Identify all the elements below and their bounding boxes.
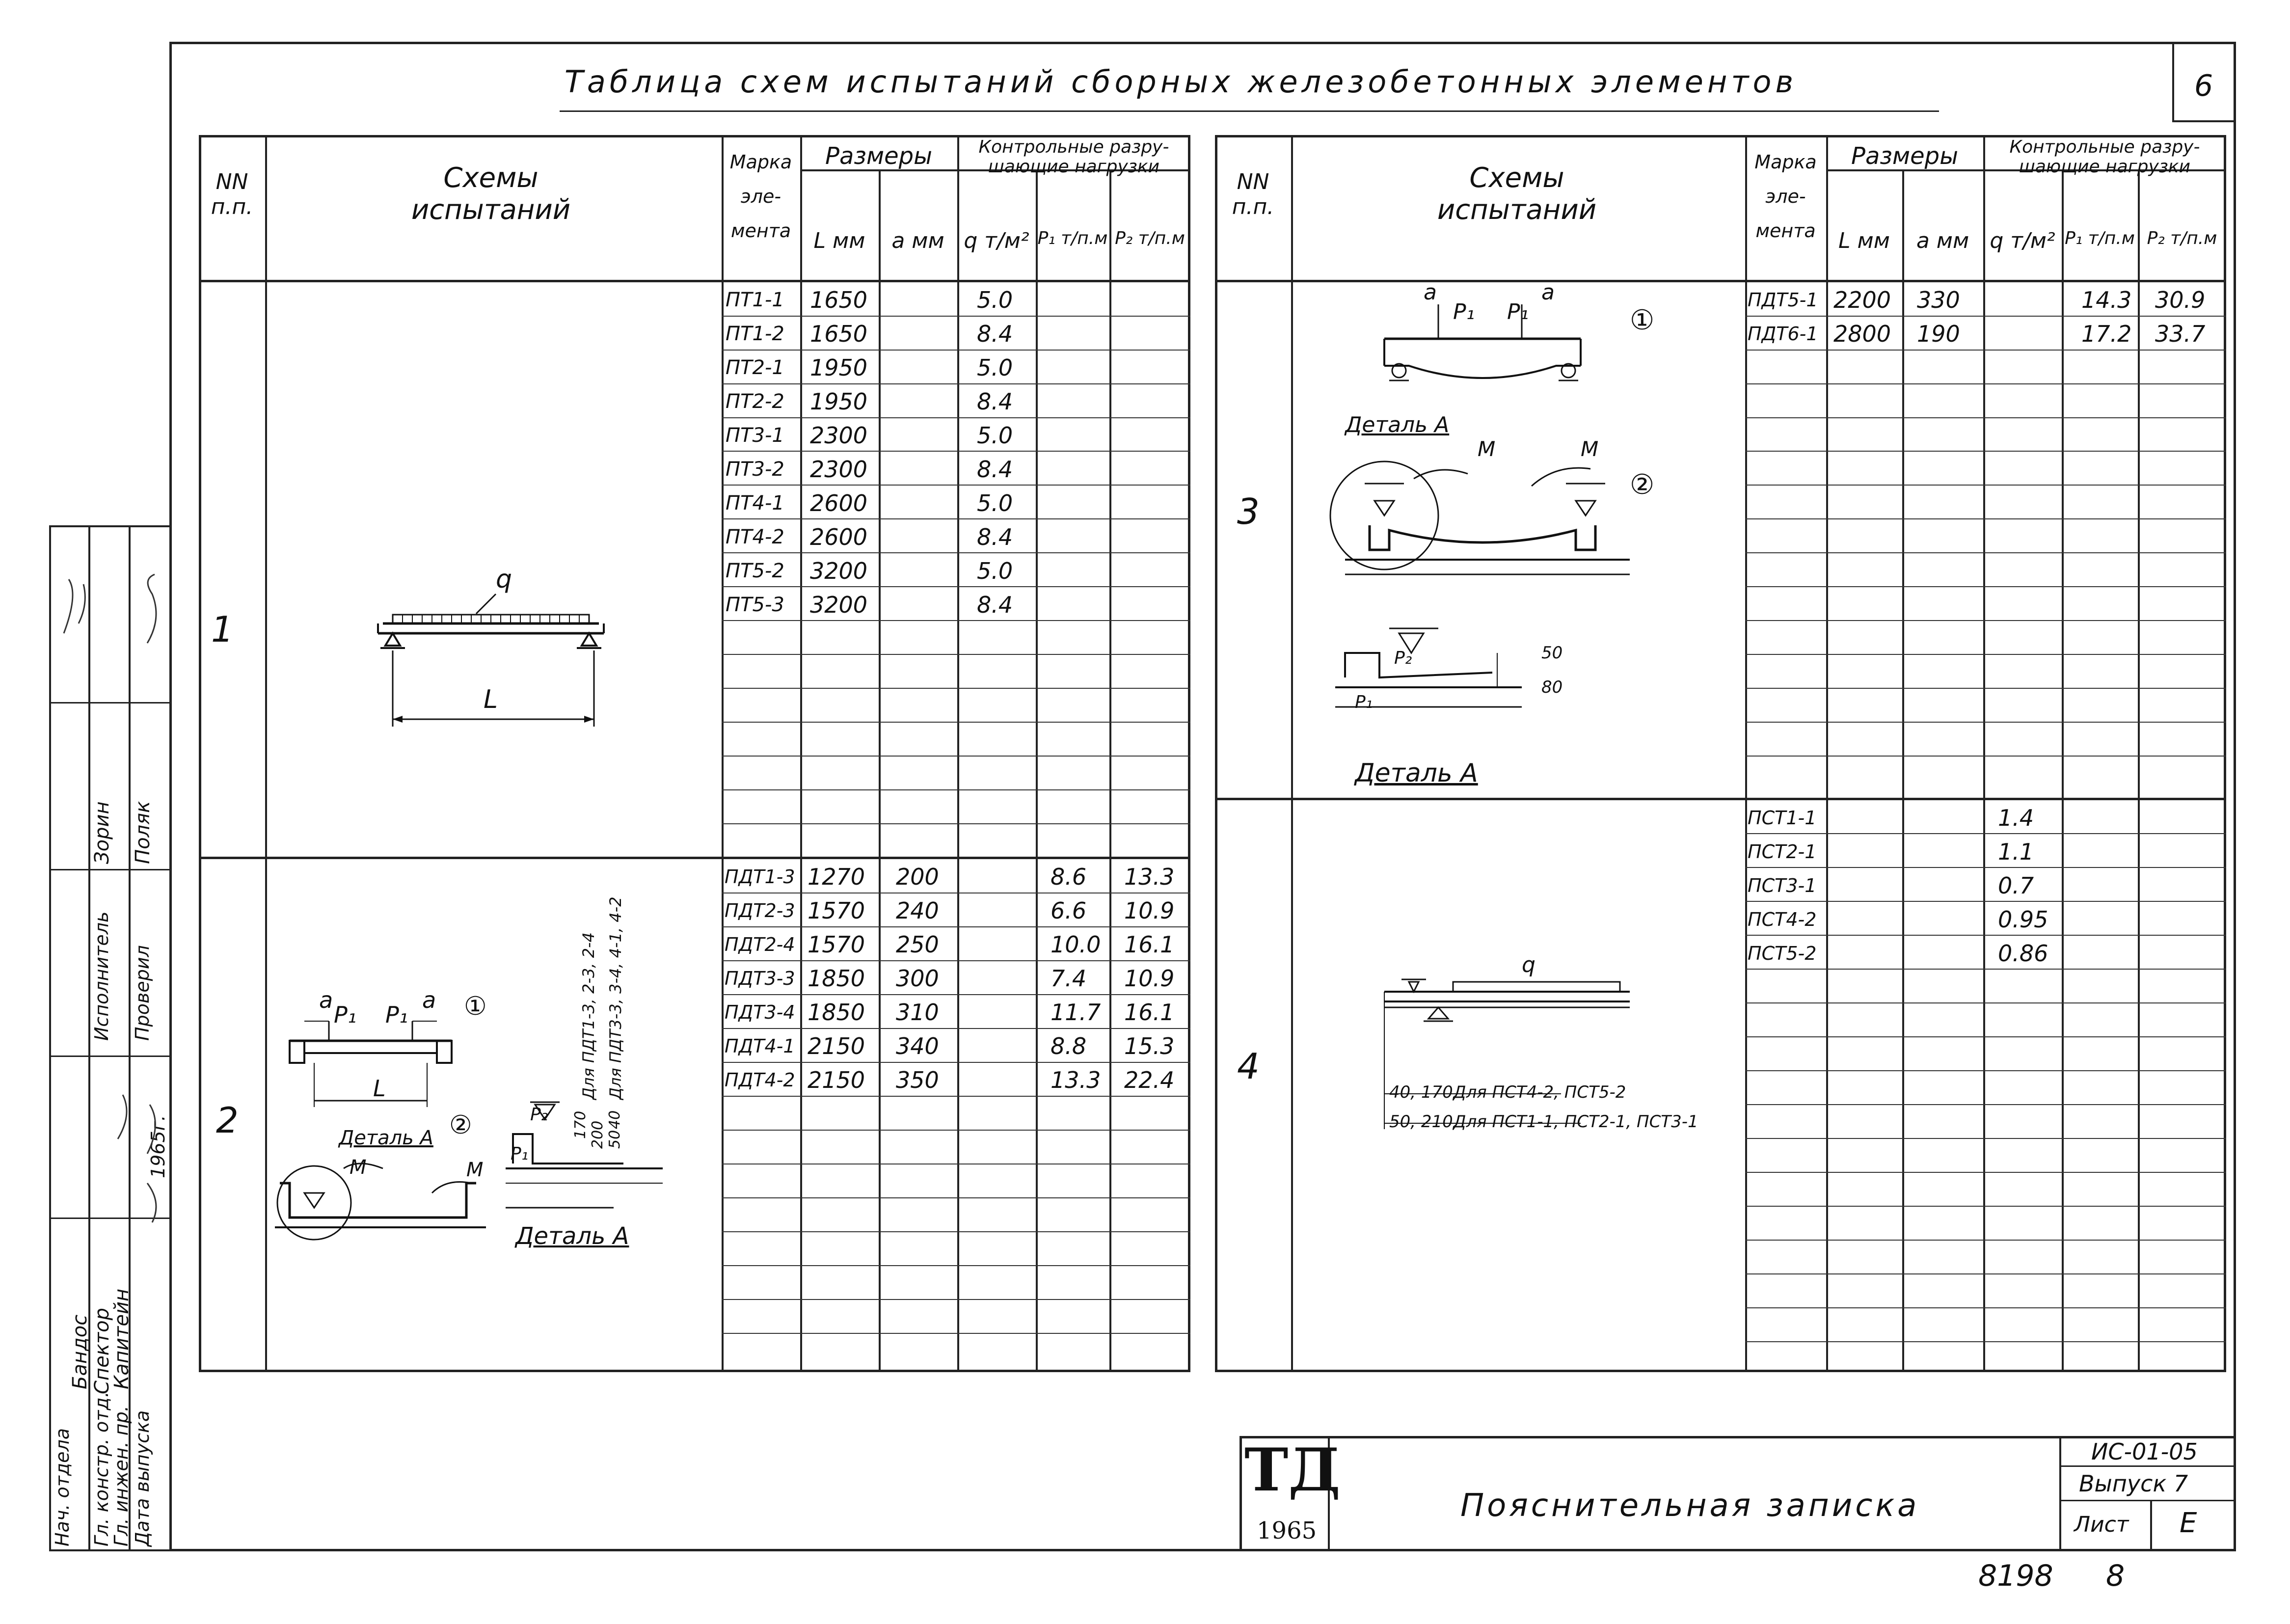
scheme-4-dims-1: 40, 170, [1389, 1083, 1458, 1102]
cell-L: 2150 [808, 1067, 865, 1093]
title-underline [560, 110, 1939, 112]
scheme-2-dim-50: 50 [606, 1130, 623, 1149]
hdr-schemes: Схемы испытаний [411, 162, 571, 226]
cell-L: 2200 [1833, 287, 1891, 313]
scheme-2-p-left: P₁ [334, 1001, 357, 1028]
cell-p1: 14.3 [2081, 287, 2132, 313]
cell-q: 5.0 [977, 354, 1013, 381]
stamp-year: 1965г. [147, 1115, 169, 1178]
scheme-2-L-label: L [373, 1075, 386, 1102]
cell-L: 1950 [810, 354, 868, 381]
hdr-L-right: L мм [1838, 228, 1890, 253]
hdr-L: L мм [813, 228, 865, 253]
scheme-3-m-left: M [1478, 437, 1496, 461]
hdr-mark: Марка эле- мента [729, 151, 792, 242]
cell-a: 350 [896, 1067, 939, 1093]
cell-p1: 8.6 [1051, 864, 1087, 890]
cell-a: 330 [1917, 287, 1960, 313]
scheme-4-dims-2: 50, 210, [1389, 1112, 1458, 1132]
scheme-3-circle-1: ① [1630, 304, 1655, 336]
scheme-3-a-left: a [1424, 280, 1437, 305]
scheme-2-circle-2: ② [449, 1110, 472, 1140]
hdr-loads: Контрольные разру- шающие нагрузки [978, 137, 1169, 177]
cell-L: 2300 [810, 456, 868, 483]
sheet-letter: Е [2180, 1507, 2197, 1539]
scheme-2-detail-label-top: Деталь А [339, 1127, 433, 1149]
hdr-p2-right: P₂ т/п.м [2147, 228, 2217, 248]
scheme-2-p-right: P₁ [385, 1001, 408, 1028]
cell-mark: ПДТ4-1 [725, 1035, 795, 1057]
scheme-3-p2: P₂ [1394, 648, 1412, 668]
cell-mark: ПТ3-1 [726, 424, 784, 447]
cell-a: 240 [896, 897, 939, 924]
cell-L: 2300 [810, 422, 868, 449]
cell-L: 2600 [810, 490, 868, 516]
cell-mark: ПДТ5-1 [1748, 289, 1818, 311]
cell-p2: 22.4 [1124, 1067, 1175, 1093]
scheme-3-detail-top: Деталь А [1345, 412, 1450, 437]
scheme-2-for-note-2: Для ПДТ3-3, 3-4, 4-1, 4-2 [606, 896, 625, 1100]
cell-p1: 8.8 [1051, 1033, 1087, 1059]
cell-mark: ПТ2-2 [726, 390, 784, 413]
scheme-3-detail-label: Деталь А [1355, 758, 1478, 788]
cell-a: 200 [896, 864, 939, 890]
cell-L: 1650 [810, 287, 868, 313]
section-1-number: 1 [211, 609, 234, 650]
hdr-sizes: Размеры [825, 142, 932, 170]
stamp-role-3: Гл. инжен. пр. [110, 1406, 132, 1546]
cell-L: 1650 [810, 321, 868, 347]
cell-p2: 30.9 [2155, 287, 2206, 313]
cell-q: 0.95 [1998, 906, 2048, 933]
scheme-2-detail-label: Деталь А [515, 1222, 629, 1250]
scheme-1-q-label: q [496, 565, 512, 594]
section-2-number: 2 [216, 1100, 239, 1141]
cell-mark: ПТ4-2 [726, 526, 784, 548]
hdr-schemes-right: Схемы испытаний [1437, 162, 1597, 226]
stamp-role-1: Нач. отдела [52, 1428, 73, 1546]
scheme-3-a-right: a [1541, 280, 1555, 305]
cell-mark: ПТ1-2 [726, 323, 784, 345]
cell-q: 1.1 [1998, 839, 2034, 865]
cell-mark: ПДТ6-1 [1748, 323, 1818, 345]
cell-q: 8.4 [977, 592, 1013, 618]
scheme-3-dim-80: 80 [1541, 677, 1563, 697]
scheme-2-a-right: a [422, 987, 436, 1013]
stamp-name-1: Бандос [69, 1314, 91, 1389]
hdr-nn-right: NN п.п. [1232, 169, 1274, 219]
scheme-2-dim-200: 200 [589, 1120, 606, 1149]
scheme-3-circle-2: ② [1630, 469, 1655, 501]
stamp-role-6: Проверил [132, 945, 153, 1041]
cell-L: 2150 [808, 1033, 865, 1059]
hdr-loads-right: Контрольные разру- шающие нагрузки [2009, 137, 2200, 177]
cell-mark: ПДТ2-4 [725, 934, 795, 955]
cell-L: 1570 [808, 897, 865, 924]
cell-p1: 6.6 [1051, 897, 1087, 924]
scheme-4-for-1: Для ПСТ4-2, ПСТ5-2 [1453, 1083, 1626, 1102]
scheme-3-m-right: M [1581, 437, 1599, 461]
cell-L: 3200 [810, 558, 868, 584]
cell-mark: ПТ5-2 [726, 560, 784, 582]
cell-q: 5.0 [977, 490, 1013, 516]
page-title: Таблица схем испытаний сборных железобетонных элементов [565, 64, 1798, 100]
cell-mark: ПТ5-3 [726, 594, 784, 616]
stamp-role-4: Дата выпуска [132, 1410, 153, 1546]
cell-mark: ПСТ2-1 [1748, 841, 1817, 863]
cell-mark: ПТ3-2 [726, 458, 784, 481]
cell-a: 340 [896, 1033, 939, 1059]
hdr-mark-right: Марка эле- мента [1754, 151, 1817, 242]
hdr-p1: P₁ т/п.м [1037, 228, 1108, 248]
cell-a: 300 [896, 965, 939, 992]
cell-p1: 10.0 [1051, 931, 1101, 958]
cell-mark: ПДТ3-3 [725, 968, 795, 989]
hdr-nn: NN п.п. [211, 169, 253, 219]
cell-p2: 10.9 [1124, 897, 1175, 924]
cell-a: 190 [1917, 321, 1960, 347]
cell-mark: ПСТ4-2 [1748, 909, 1817, 930]
sheet-label: Лист [2074, 1512, 2129, 1537]
cell-mark: ПДТ2-3 [725, 900, 795, 921]
cell-mark: ПТ2-1 [726, 356, 784, 379]
cell-mark: ПТ4-1 [726, 492, 784, 514]
cell-a: 310 [896, 999, 939, 1026]
cell-L: 1950 [810, 388, 868, 415]
scheme-2-drawing [270, 987, 712, 1262]
cell-q: 8.4 [977, 524, 1013, 550]
cell-a: 250 [896, 931, 939, 958]
scheme-4-q-label: q [1522, 952, 1536, 977]
sheet-num-divider [2172, 42, 2174, 120]
cell-p1: 7.4 [1051, 965, 1087, 992]
cell-p1: 13.3 [1051, 1067, 1101, 1093]
cell-p2: 16.1 [1124, 999, 1175, 1026]
scheme-2-circle-1: ① [464, 992, 487, 1021]
hdr-p1-right: P₁ т/п.м [2065, 228, 2135, 248]
cell-L: 1850 [808, 999, 865, 1026]
doc-code: ИС-01-05 [2091, 1438, 2198, 1465]
section-3-number: 3 [1237, 491, 1260, 532]
scheme-2-m-right: M [466, 1159, 484, 1181]
scheme-2-for-note-1: Для ПДТ1-3, 2-3, 2-4 [579, 932, 598, 1100]
stamp-role-5: Исполнитель [91, 911, 112, 1041]
cell-q: 8.4 [977, 321, 1013, 347]
stamp-name-5: Поляк [132, 801, 154, 864]
scheme-2-dim-170: 170 [572, 1110, 589, 1139]
scheme-3-dim-50: 50 [1541, 643, 1563, 663]
cell-mark: ПДТ3-4 [725, 1001, 795, 1023]
doc-title: Пояснительная записка [1460, 1488, 1920, 1524]
cell-p2: 10.9 [1124, 965, 1175, 992]
hdr-q: q т/м² [964, 228, 1029, 253]
scheme-3-drawing [1325, 280, 1689, 795]
cell-p1: 11.7 [1051, 999, 1101, 1026]
cell-q: 0.7 [1998, 872, 2034, 899]
cell-p2: 15.3 [1124, 1033, 1175, 1059]
cell-mark: ПТ1-1 [726, 289, 784, 311]
scheme-3-p-right: P₁ [1507, 299, 1529, 325]
scheme-2-p2: P₂ [530, 1105, 548, 1125]
cell-mark: ПДТ4-2 [725, 1069, 795, 1091]
cell-q: 5.0 [977, 287, 1013, 313]
hdr-p2: P₂ т/п.м [1115, 228, 1185, 248]
scheme-2-a-left: a [319, 987, 333, 1013]
scheme-4-for-2: Для ПСТ1-1, ПСТ2-1, ПСТ3-1 [1453, 1112, 1698, 1132]
cell-q: 8.4 [977, 388, 1013, 415]
cell-p1: 17.2 [2081, 321, 2132, 347]
scheme-2-dim-40: 40 [606, 1110, 623, 1129]
scheme-1-L-label: L [484, 685, 498, 714]
cell-q: 1.4 [1998, 805, 2034, 831]
section-4-number: 4 [1237, 1046, 1260, 1087]
cell-L: 2600 [810, 524, 868, 550]
cell-q: 0.86 [1998, 940, 2048, 967]
cell-mark: ПСТ5-2 [1748, 943, 1817, 964]
cell-mark: ПДТ1-3 [725, 866, 795, 888]
hdr-a-right: a мм [1916, 228, 1969, 253]
cell-q: 5.0 [977, 422, 1013, 449]
stamp-name-2: Спектор [91, 1307, 113, 1394]
cell-p2: 13.3 [1124, 864, 1175, 890]
scheme-3-p1: P₁ [1355, 692, 1373, 712]
stamp-role-2: Гл. констр. отд. [91, 1391, 112, 1546]
hdr-q-right: q т/м² [1990, 228, 2055, 253]
sheet-number: 6 [2194, 69, 2213, 103]
cell-q: 5.0 [977, 558, 1013, 584]
hdr-sizes-right: Размеры [1851, 142, 1958, 170]
stamp-name-4: Зорин [91, 801, 113, 864]
stamp-name-3: Капитейн [110, 1288, 133, 1389]
title-logo-year: 1965 [1257, 1517, 1317, 1544]
cell-L: 1570 [808, 931, 865, 958]
title-logo: ТД [1244, 1435, 1341, 1505]
footer-page: 8 [2106, 1559, 2125, 1593]
cell-q: 8.4 [977, 456, 1013, 483]
cell-L: 2800 [1833, 321, 1891, 347]
cell-mark: ПСТ1-1 [1748, 807, 1817, 829]
doc-issue: Выпуск 7 [2079, 1470, 2188, 1497]
cell-L: 3200 [810, 592, 868, 618]
cell-mark: ПСТ3-1 [1748, 875, 1817, 896]
footer-number: 8198 [1978, 1559, 2053, 1593]
cell-L: 1850 [808, 965, 865, 992]
hdr-a: a мм [891, 228, 944, 253]
cell-p2: 16.1 [1124, 931, 1175, 958]
scheme-3-p-left: P₁ [1453, 299, 1475, 325]
cell-L: 1270 [808, 864, 865, 890]
scheme-2-m-left: M [350, 1156, 367, 1179]
scheme-2-p1-detail: P₁ [511, 1144, 529, 1164]
cell-p2: 33.7 [2155, 321, 2206, 347]
sheet-num-bottom [2172, 120, 2236, 122]
stamp-signatures [49, 574, 169, 1213]
